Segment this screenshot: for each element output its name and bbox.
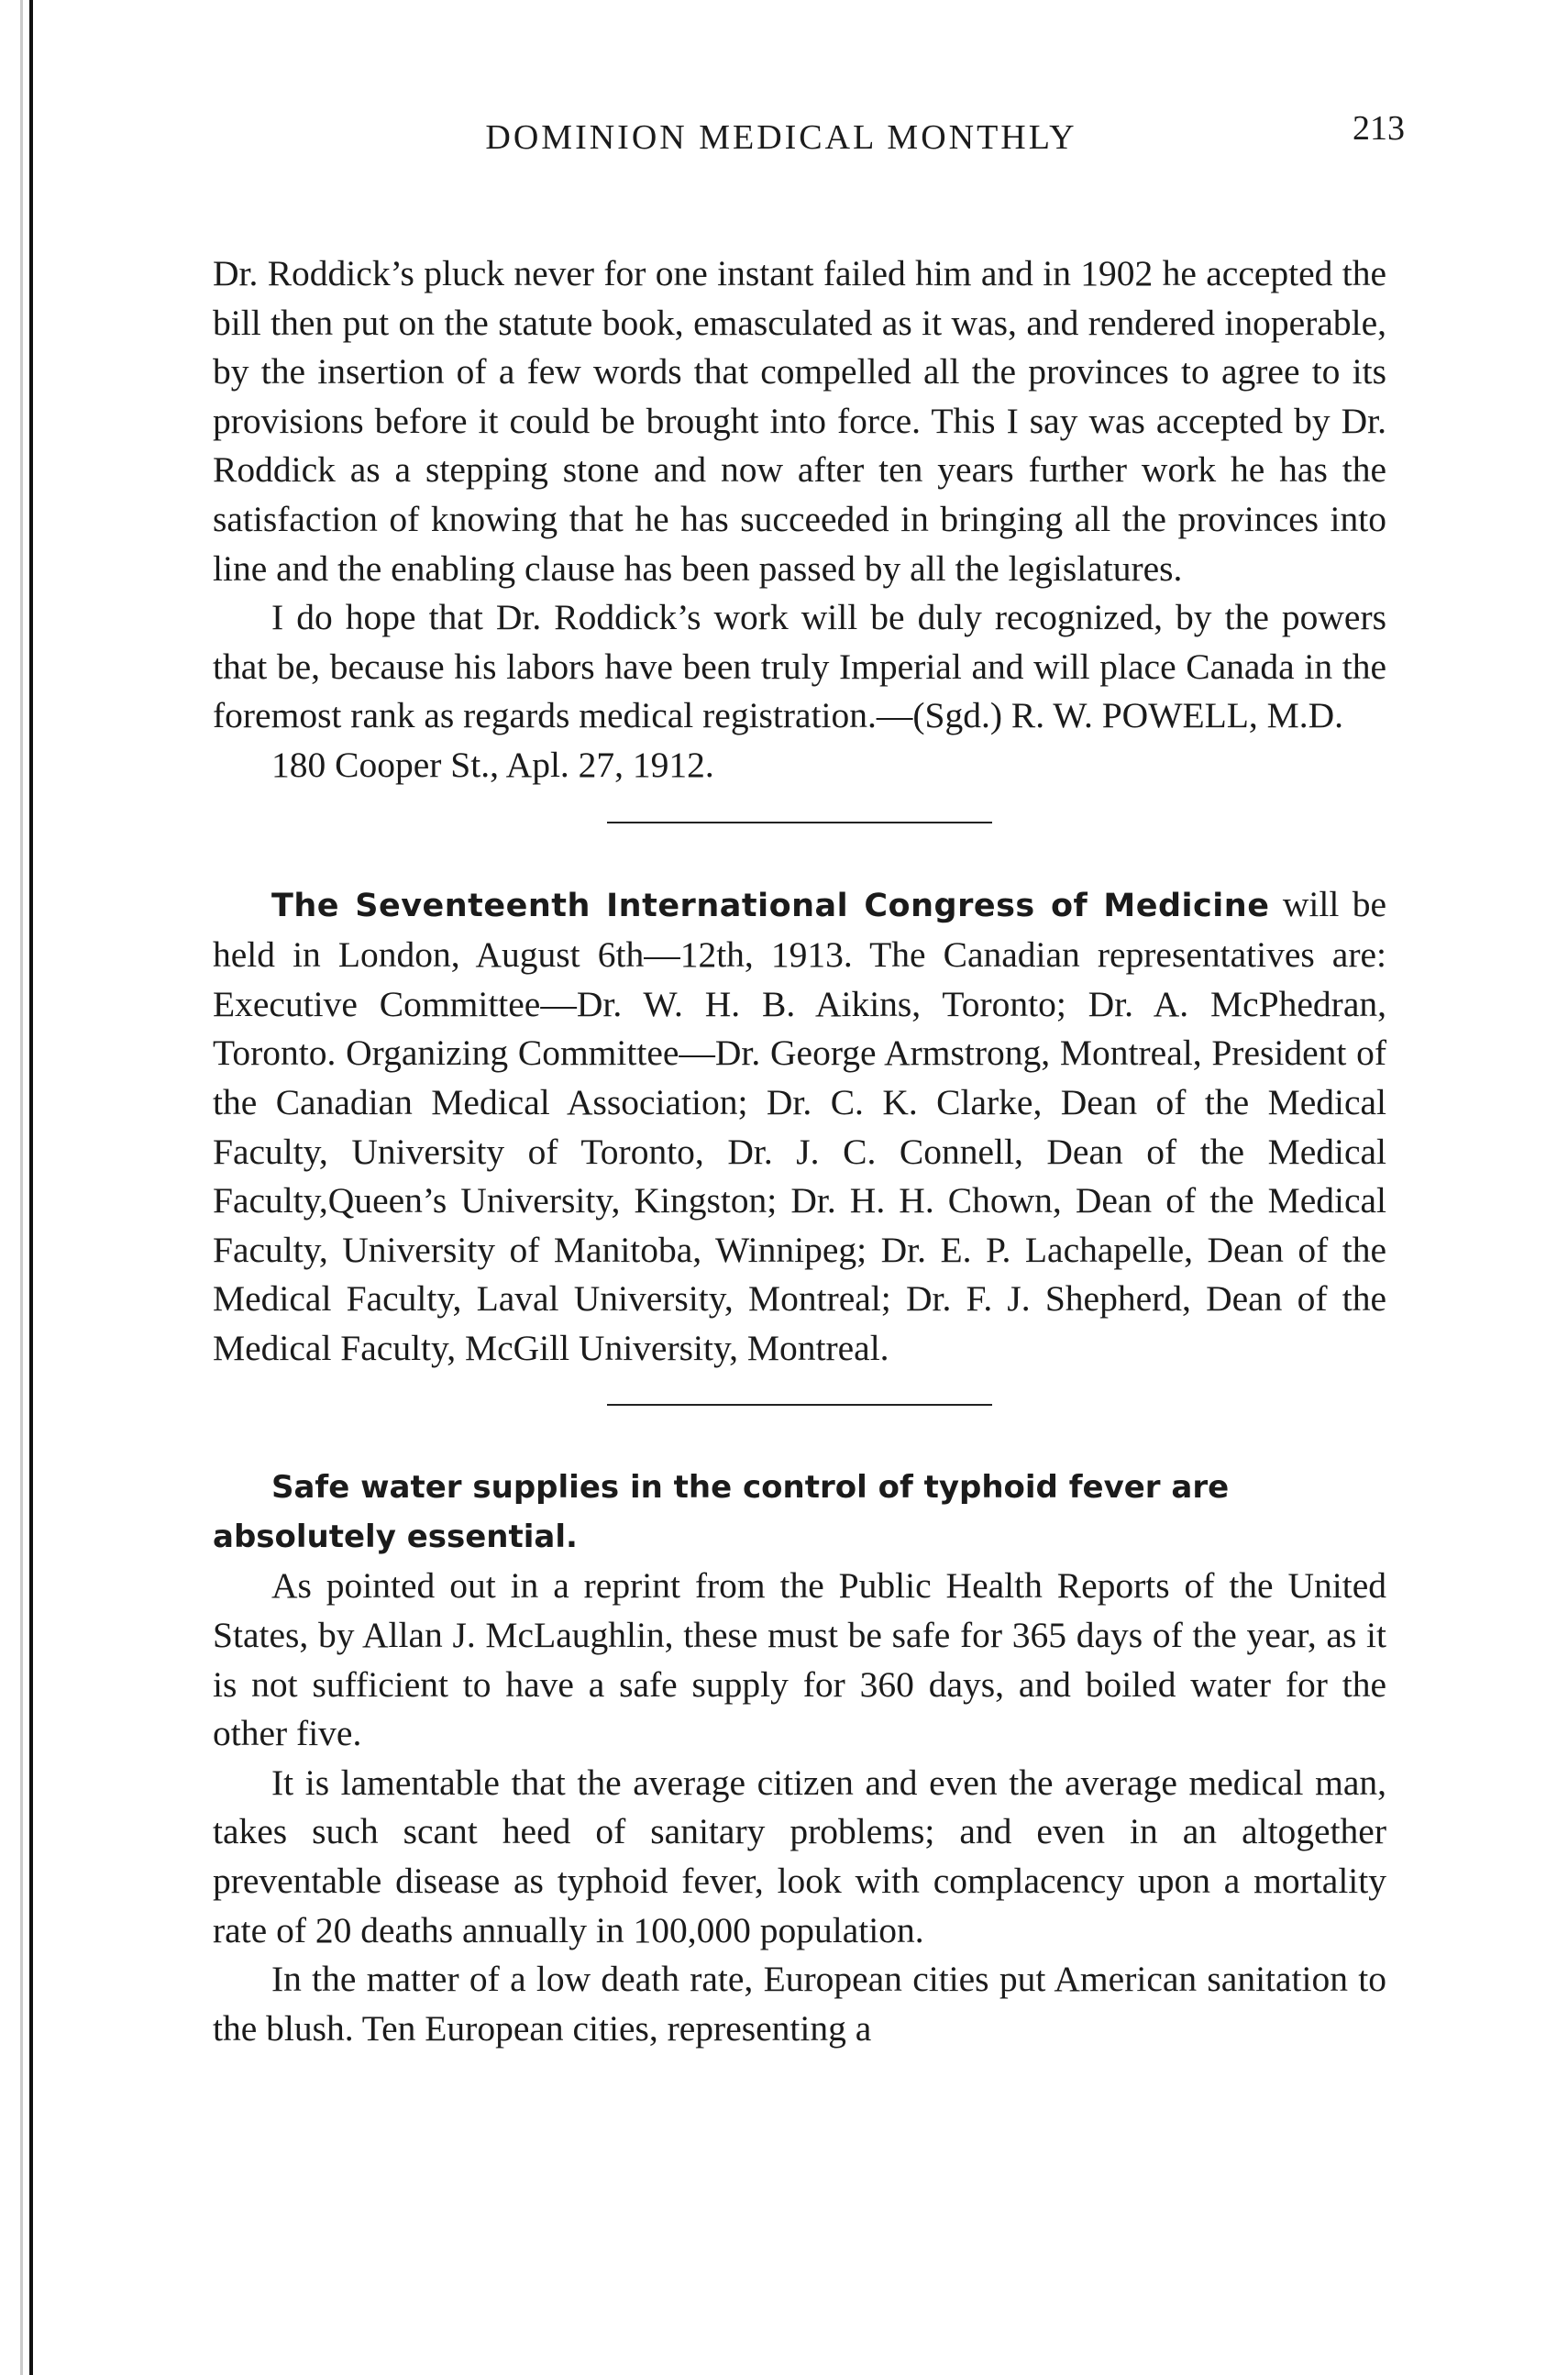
water-heading: Safe water supplies in the control of typhoid fever are absolutely essential. (213, 1469, 1230, 1556)
congress-text: will be held in London, August 6th—12th, 1913. The Canadian representatives are: Executive Committee—Dr. W. H. B. Aikins, Toronto; Dr. A. McPhedran, Toronto. Organizing Committee—Dr. George Armstrong, Montreal, President of the Canadian Medical Association; Dr. C. K. Clarke, Dean of the Medical Faculty, University of Toronto, Dr. J. C. Connell, Dean of the Medical Faculty,Queen’s University, Kingston; Dr. H. H. Chown, Dean of the Medical Faculty, University of Manitoba, Winnipeg; Dr. E. P. Lachapelle, Dean of the Medical Faculty, Laval University, Montreal; Dr. F. J. Shepherd, Dean of the Medical Faculty, McGill University, Montreal. (213, 883, 1386, 1368)
letter-paragraph-1: Dr. Roddick’s pluck never for one instant failed him and in 1902 he accepted the bill then put on the statute book, emasculated as it was, and rendered inoperable, by the insertion of a few words that compelled all the provinces to agree to its provisions before it could be brought into force. This I say was accepted by Dr. Roddick as a stepping stone and now after ten years further work he has the satisfaction of knowing that he has succeeded in bringing all the provinces into line and the enabling clause has been passed by all the legislatures. (213, 253, 1386, 589)
congress-section (213, 880, 1386, 1374)
journal-page (213, 101, 1405, 2053)
congress-heading: The Seventeenth International Congress of Medicine (271, 887, 1270, 924)
scan-shadow (20, 0, 23, 2375)
water-paragraph-1: As pointed out in a reprint from the Public Health Reports of the United States, by Allan J. McLaughlin, these must be safe for 365 days of the year, as it is not sufficient to have a safe supply for 360 days, and boiled water for the other five. (213, 1565, 1386, 1754)
section-divider (607, 1404, 992, 1406)
water-paragraph-3: In the matter of a low death rate, European cities put American sanitation to the blush. Ten European cities, representing a (213, 1959, 1386, 2049)
binding-edge (29, 0, 33, 2375)
water-paragraph-2: It is lamentable that the average citizen and even the average medical man, takes such scant heed of sanitary problems; and even in an altogether preventable disease as typhoid fever, look with complacency upon a mortality rate of 20 deaths annually in 100,000 population. (213, 1762, 1386, 1950)
section-divider (607, 822, 992, 823)
running-header (213, 101, 1405, 174)
water-section (213, 1463, 1386, 2053)
letter-section (213, 249, 1386, 790)
congress-paragraph (213, 880, 1386, 1374)
letter-paragraph-2: I do hope that Dr. Roddick’s work will be duly recognized, by the powers that be, because his labors have been truly Imperial and will place Canada in the foremost rank as regards medical registration.—(Sgd.) R. W. POWELL, M.D. (213, 597, 1386, 736)
journal-title: DOMINION MEDICAL MONTHLY (485, 118, 1077, 157)
letter-address: 180 Cooper St., Apl. 27, 1912. (271, 744, 714, 785)
page-number: 213 (1353, 109, 1405, 148)
